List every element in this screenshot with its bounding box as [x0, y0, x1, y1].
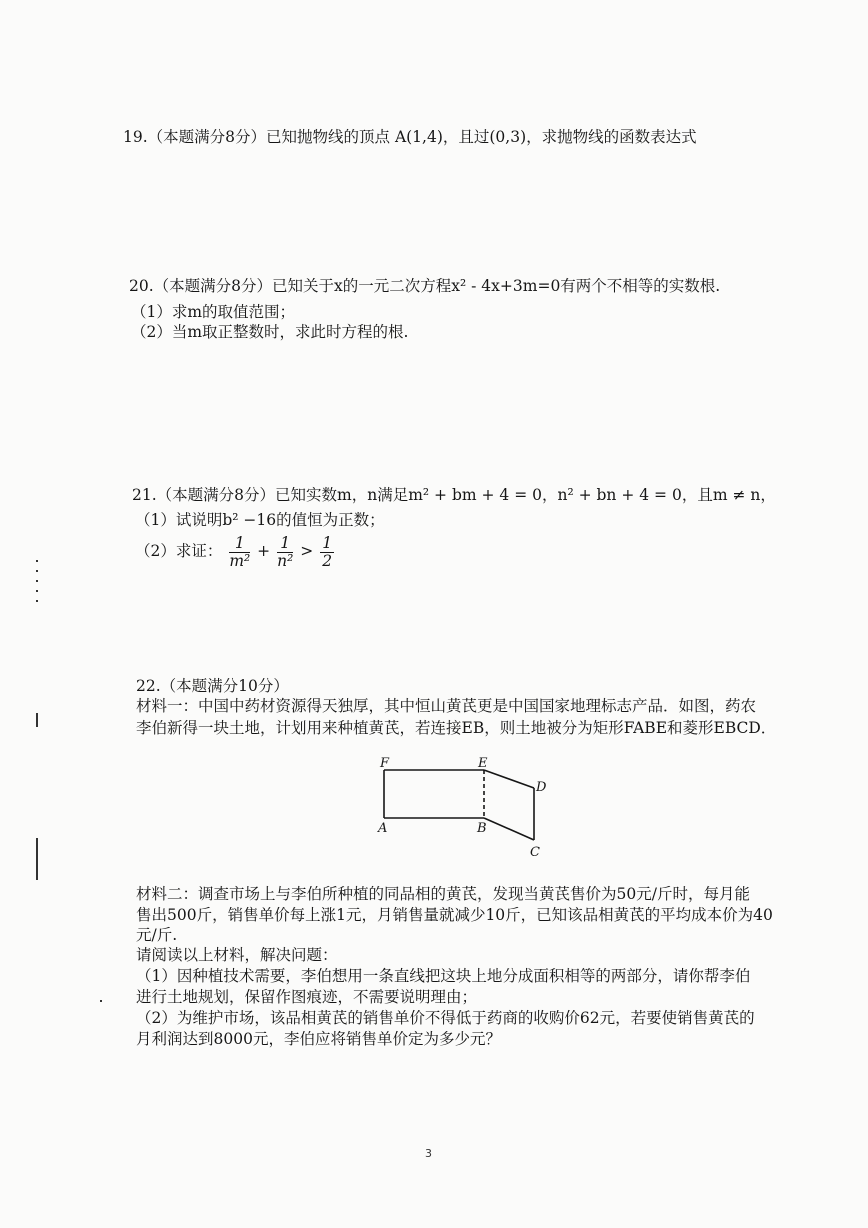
question-21-part-1: （1）试说明b² −16的值恒为正数； — [135, 511, 385, 529]
material-1-line-1: 材料一：中国中药材资源得天独厚，其中恒山黄芪更是中国国家地理标志产品．如图，药农 — [136, 697, 757, 715]
question-22-part-2-line-2: 月利润达到8000元，李伯应将销售单价定为多少元？ — [136, 1030, 501, 1048]
label-F: F — [380, 756, 390, 771]
question-21-part-2 — [135, 530, 336, 572]
margin-dot — [36, 600, 38, 602]
margin-dot — [100, 1000, 102, 1002]
question-20-part-2: （2）当m取正整数时，求此时方程的根. — [131, 323, 409, 341]
question-21-stem: 21.（本题满分8分）已知实数m，n满足m² + bm + 4 = 0，n² + bn + 4 = 0，且m ≠ n， — [132, 486, 776, 504]
question-22-part-2-line-1: （2）为维护市场，该品相黄芪的销售单价不得低于药商的收购价62元，若要使销售黄芪的 — [136, 1009, 755, 1027]
fraction-denominator: n² — [277, 551, 294, 570]
plus-sign: + — [257, 542, 271, 560]
margin-tick — [36, 713, 38, 727]
fraction-1-over-n-squared — [277, 535, 293, 570]
land-figure — [370, 752, 560, 862]
segment-BC — [484, 818, 534, 840]
part-2-prefix: （2）求证： — [135, 542, 223, 560]
material-2-line-2: 售出500斤，销售单价每上涨1元，月销售量就减少10斤，已知该品相黄芪的平均成本价为40 — [136, 906, 773, 924]
greater-than-sign: > — [300, 542, 314, 560]
label-B: B — [477, 821, 487, 836]
label-E: E — [478, 756, 488, 771]
material-2-line-1: 材料二：调查市场上与李伯所种植的同品相的黄芪，发现当黄芪售价为50元/斤时，每月能 — [136, 885, 750, 903]
segment-ED — [484, 770, 534, 788]
question-20-stem: 20.（本题满分8分）已知关于x的一元二次方程x² - 4x+3m=0有两个不相等的实数根. — [129, 277, 721, 295]
question-22-part-1-line-2: 进行土地规划，保留作图痕迹，不需要说明理由； — [136, 988, 478, 1006]
label-A: A — [378, 821, 388, 836]
margin-tick — [36, 838, 38, 880]
margin-dot — [36, 560, 38, 562]
fraction-numerator: 1 — [322, 533, 333, 552]
fraction-1-over-m-squared — [229, 535, 250, 570]
fraction-1-over-2 — [320, 535, 334, 570]
fraction-numerator: 1 — [229, 535, 250, 553]
label-C: C — [530, 845, 540, 860]
question-22-heading: 22.（本题满分10分） — [136, 677, 289, 695]
material-2-line-3: 元/斤. — [136, 926, 178, 944]
question-19: 19.（本题满分8分）已知抛物线的顶点 A(1,4)，且过(0,3)，求抛物线的函数表达式 — [123, 128, 697, 146]
fraction-denominator: m² — [229, 551, 251, 570]
reading-prompt: 请阅读以上材料，解决问题： — [136, 946, 338, 964]
label-D: D — [536, 780, 547, 795]
fraction-denominator: 2 — [322, 551, 333, 570]
question-22-part-1-line-1: （1）因种植技术需要，李伯想用一条直线把这块上地分成面积相等的两部分，请你帮李伯 — [136, 967, 751, 985]
page-number: 3 — [425, 1147, 432, 1160]
margin-dot — [36, 570, 38, 572]
margin-dot — [36, 590, 38, 592]
margin-dot — [36, 580, 38, 582]
question-20-part-1: （1）求m的取值范围； — [131, 303, 296, 321]
fraction-numerator: 1 — [277, 535, 293, 553]
material-1-line-2: 李伯新得一块土地，计划用来种植黄芪，若连接EB，则土地被分为矩形FABE和菱形EBCD． — [136, 719, 777, 737]
